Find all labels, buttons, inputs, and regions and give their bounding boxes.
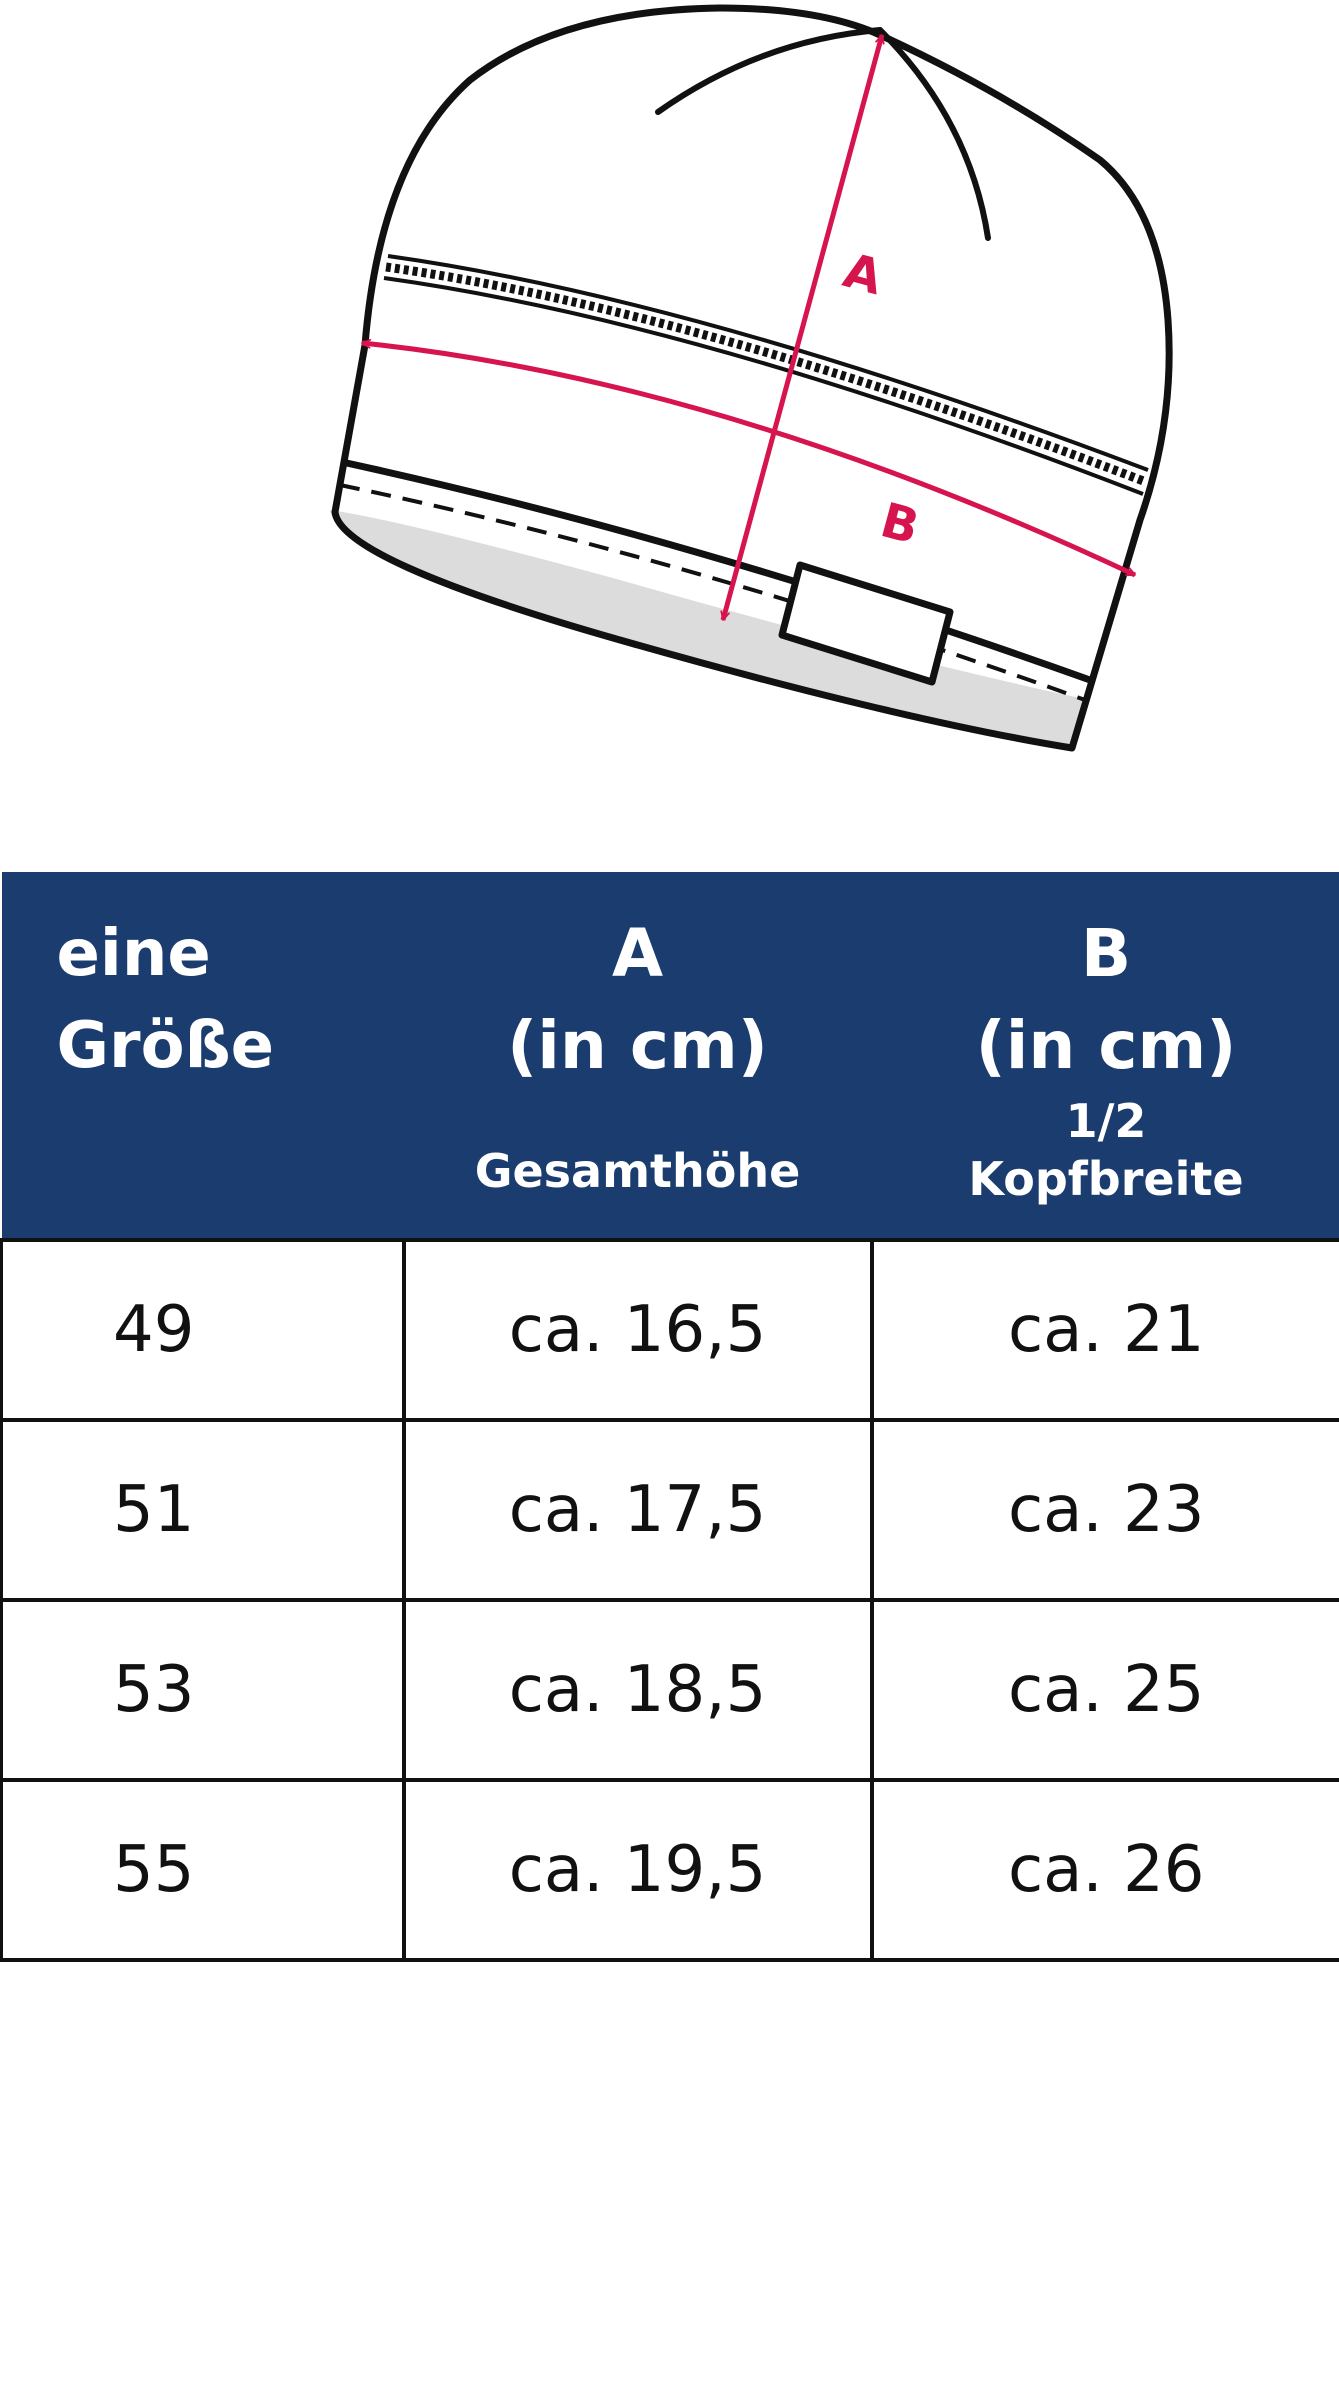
crown-seam-left (658, 30, 880, 112)
size-cell: 55 (2, 1780, 404, 1960)
header-b-desc-line1: 1/2 (1065, 1094, 1147, 1148)
header-b-desc-line2: Kopfbreite (968, 1152, 1244, 1206)
b-value-cell: ca. 25 (872, 1600, 1339, 1780)
hat-illustration (0, 0, 1339, 860)
size-cell: 51 (2, 1420, 404, 1600)
header-b-title: B (1080, 915, 1132, 992)
a-value-cell: ca. 16,5 (404, 1240, 872, 1420)
table-row (2, 1600, 1339, 1780)
header-size (2, 872, 404, 1240)
header-size-line2: Größe (56, 1009, 274, 1083)
header-a-unit: (in cm) (507, 1007, 768, 1084)
header-b (872, 872, 1339, 1240)
size-cell: 49 (2, 1240, 404, 1420)
a-value-cell: ca. 18,5 (404, 1600, 872, 1780)
size-table (0, 872, 1339, 1962)
hat-diagram (0, 0, 1339, 860)
a-value-cell: ca. 17,5 (404, 1420, 872, 1600)
header-size-line1: eine (56, 917, 211, 991)
table-row (2, 1420, 1339, 1600)
header-a-title: A (611, 915, 664, 992)
hat-lining (330, 510, 1090, 748)
header-a (404, 872, 872, 1240)
a-value-cell: ca. 19,5 (404, 1780, 872, 1960)
table-row (2, 1780, 1339, 1960)
b-value-cell: ca. 26 (872, 1780, 1339, 1960)
b-value-cell: ca. 23 (872, 1420, 1339, 1600)
measure-b-label: B (874, 492, 925, 556)
measure-b-arrow (362, 343, 1135, 575)
b-value-cell: ca. 21 (872, 1240, 1339, 1420)
table-row (2, 1240, 1339, 1420)
header-b-unit: (in cm) (975, 1007, 1237, 1084)
size-cell: 53 (2, 1600, 404, 1780)
header-a-desc: Gesamthöhe (474, 1144, 801, 1198)
measure-a-label: A (837, 242, 889, 307)
measure-a-arrow (723, 35, 882, 620)
size-table-header (2, 872, 1339, 1240)
